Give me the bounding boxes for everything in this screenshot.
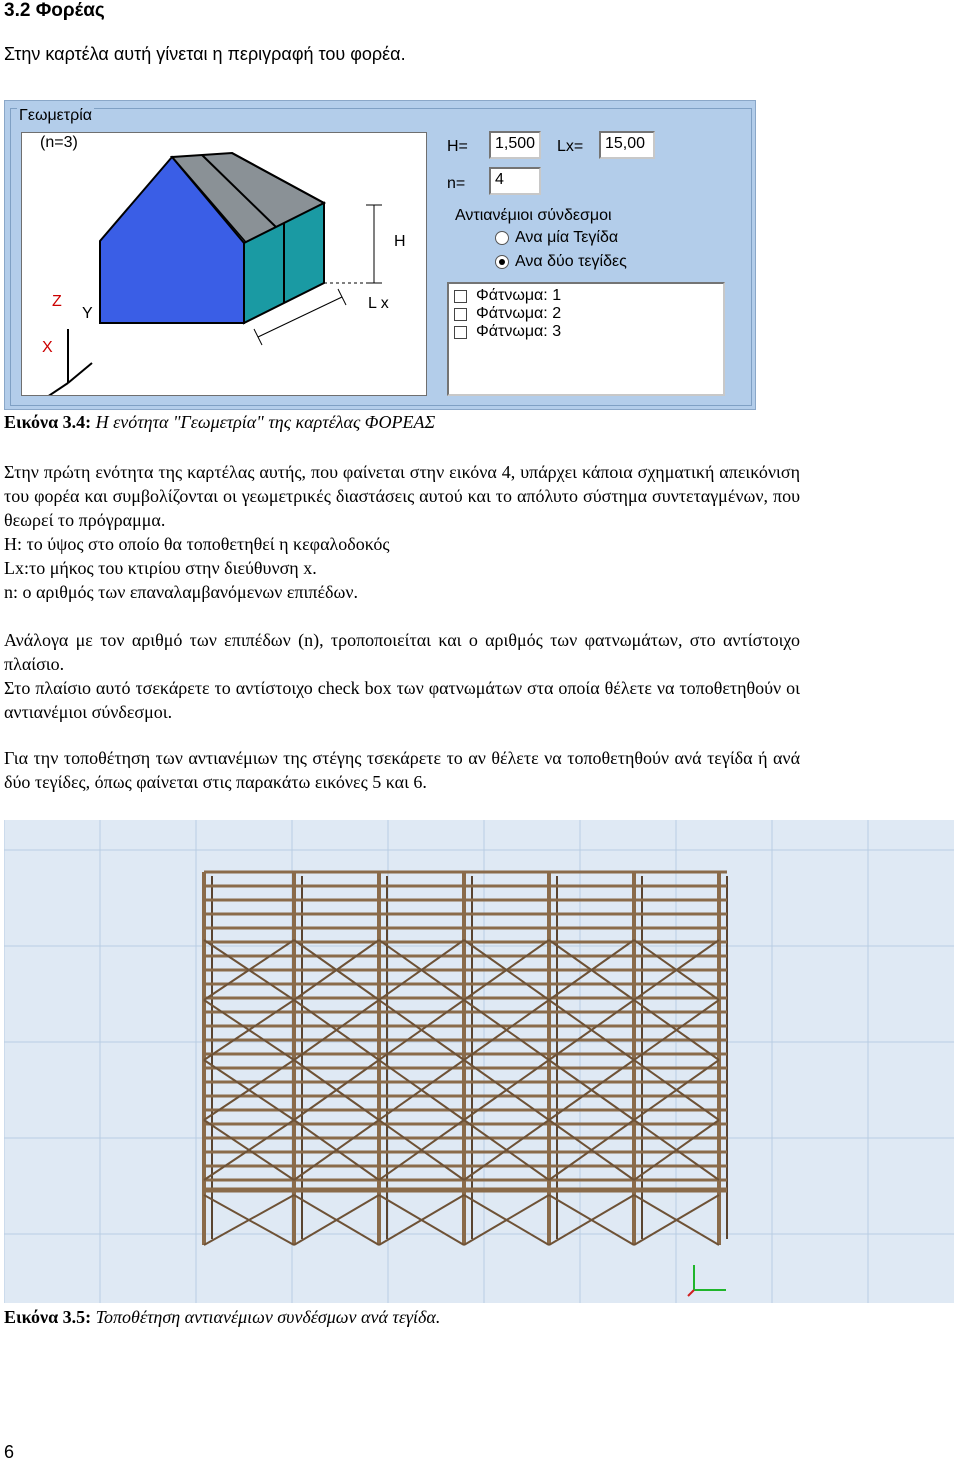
geometry-panel: [4, 100, 756, 410]
paragraph-roof-bracing: Για την τοποθέτηση των αντιανέμιων της στέγης τσεκάρετε το αν θέλετε να τοποθετηθούν ανά τεγίδα ή ανά δύο τεγίδες, όπως φαίνεται στις παρακάτω εικόνες 5 και 6.: [4, 748, 800, 792]
h-input[interactable]: 1,500: [489, 131, 541, 159]
paragraph-intro: Στην πρώτη ενότητα της καρτέλας αυτής, που φαίνεται στην εικόνα 4, υπάρχει κάποια σχηματική απεικόνιση του φορέα και συμβολίζονται οι γεωμετρικές διαστάσεις αυτού και το απόλυτο σύστημα συντεταγμένων, που θεωρεί το πρόγραμμα.: [4, 462, 800, 530]
scaffold-drawing: [4, 820, 954, 1303]
axis-x-label: X: [42, 339, 53, 356]
radio-per-two-purlins[interactable]: [495, 253, 627, 271]
figure-caption-3-4: [4, 412, 435, 433]
bay-item-3[interactable]: [454, 323, 723, 341]
lx-field-label: Lx=: [557, 138, 584, 155]
geometry-title: Γεωμετρία: [19, 107, 93, 124]
axis-y-label: Y: [82, 305, 93, 322]
dimension-h-label: H: [394, 233, 406, 250]
building-drawing: [22, 133, 426, 395]
scaffold-3d-view: [4, 820, 954, 1303]
bay-1-label: Φάτνωμα: 1: [476, 287, 562, 304]
bay-2-label: Φάτνωμα: 2: [476, 305, 562, 322]
radio-per-purlin[interactable]: [495, 229, 618, 247]
intro-text: Στην καρτέλα αυτή γίνεται η περιγραφή του φορέα.: [4, 44, 406, 64]
bay-3-label: Φάτνωμα: 3: [476, 323, 562, 340]
caption-3-5-text: Τοποθέτηση αντιανέμιων συνδέσμων ανά τεγίδα.: [91, 1307, 441, 1327]
definition-lx: Lx:το μήκος του κτιρίου στην διεύθυνση x.: [4, 558, 317, 578]
figure-caption-3-5: [4, 1307, 440, 1328]
bracing-group-label: Αντιανέμιοι σύνδεσμοι: [455, 207, 612, 224]
bays-checklist[interactable]: [447, 282, 725, 396]
dimension-lx-label: L x: [368, 295, 389, 312]
caption-3-4-label: Εικόνα 3.4:: [4, 412, 92, 432]
n-field-label: n=: [447, 175, 466, 192]
axis-z-label: Z: [52, 293, 62, 310]
n-input[interactable]: 4: [489, 167, 541, 195]
bay-1-checkbox[interactable]: [454, 290, 467, 303]
axis-indicator: [688, 1290, 694, 1296]
h-field-label: H=: [447, 138, 468, 155]
radio-per-purlin-button[interactable]: [495, 231, 509, 245]
page-number: 6: [4, 1442, 15, 1462]
bay-3-checkbox[interactable]: [454, 326, 467, 339]
radio-per-two-purlins-label: Ανα δύο τεγίδες: [515, 253, 627, 270]
radio-per-two-purlins-button[interactable]: [495, 255, 509, 269]
paragraph-levels: Ανάλογα με τον αριθμό των επιπέδων (n), τροποποιείται και ο αριθμός των φατνωμάτων, στο αντίστοιχο πλαίσιο.: [4, 630, 800, 674]
radio-per-purlin-label: Ανα μία Τεγίδα: [515, 229, 619, 246]
geometry-groupbox: [10, 108, 752, 406]
section-heading: 3.2 Φορέας: [4, 0, 105, 21]
n-indicator-label: (n=3): [40, 134, 78, 151]
paragraph-checkboxes: Στο πλαίσιο αυτό τσεκάρετε το αντίστοιχο check box των φατνωμάτων στα οποία θέλετε να τοποθετηθούν οι αντιανέμιοι σύνδεσμοι.: [4, 678, 800, 722]
lx-input[interactable]: 15,00: [599, 131, 655, 159]
bay-item-2[interactable]: [454, 305, 723, 323]
definition-n: n: ο αριθμός των επαναλαμβανόμενων επιπέδων.: [4, 582, 358, 602]
caption-3-4-text: Η ενότητα "Γεωμετρία" της καρτέλας ΦΟΡΕΑΣ: [91, 412, 436, 432]
caption-3-5-label: Εικόνα 3.5:: [4, 1307, 92, 1327]
bay-item-1[interactable]: [454, 287, 723, 305]
definition-h: H: το ύψος στο οποίο θα τοποθετηθεί η κεφαλοδοκός: [4, 534, 390, 554]
building-schematic: [21, 132, 427, 396]
bay-2-checkbox[interactable]: [454, 308, 467, 321]
